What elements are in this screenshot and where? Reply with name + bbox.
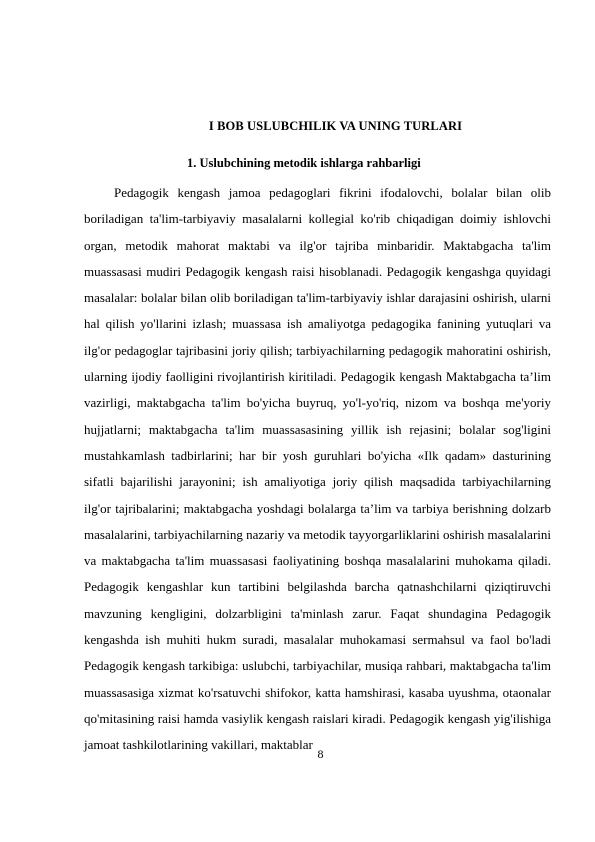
chapter-title: I BOB USLUBCHILIK VA UNING TURLARI: [208, 119, 463, 133]
page-number: 8: [317, 747, 324, 761]
body-paragraph: Pedagogik kengash jamoa pedagoglari fikrini ifodalovchi, bolalar bilan olib boriladigan ta'lim-tarbiyaviy masalalarni kollegial ko'rib chiqadigan doimiy ishlovchi organ, metodik mahorat maktabi va ilg'or tajriba minbaridir. Maktabgacha ta'lim muassasasi mudiri Pedagogik kengash raisi hisoblanadi. Pedagogik kengashga quyidagi masalalar: bolalar bilan olib boriladigan ta'lim-tarbiyaviy ishlar darajasini oshirish, ularni hal qilish yo'llarini izlash; muassasa ish amaliyotga pedagogika fanining yutuqlari va ilg'or pedagoglar tajribasini joriy qilish; tarbiyachilarning pedagogik mahoratini oshirish, ularning ijodiy faolligini rivojlantirish kiritiladi. Pedagogik kengash Maktabgacha ta’lim vazirligi, maktabgacha ta'lim bo'yicha buyruq, yo'l-yo'riq, nizom va boshqa me'yoriy hujjatlarni; maktabgacha ta'lim muassasasining yillik ish rejasini; bolalar sog'ligini mustahkamlash tadbirlarini; har bir yosh guruhlari bo'yicha «Ilk qadam» dasturining sifatli bajarilishi jarayonini; ish amaliyotiga joriy qilish maqsadida tarbiyachilarning ilg'or tajribalarini; maktabgacha yoshdagi bolalarga ta’lim va tarbiya berishning dolzarb masalalarini, tarbiyachilarning nazariy va metodik tayyorgarliklarini oshirish masalalarini va maktabgacha ta'lim muassasasi faoliyatining boshqa masalalarini muhokama qiladi. Pedagogik kengashlar kun tartibini belgilashda barcha qatnashchilarni qiziqtiruvchi mavzuning kengligini, dolzarbligini ta'minlash zarur. Faqat shundagina Pedagogik kengashda ish muhiti hukm suradi, masalalar muhokamasi sermahsul va faol bo'ladi Pedagogik kengash tarkibiga: uslubchi, tarbiyachilar, musiqa rahbari, maktabgacha ta'lim muassasasiga xizmat ko'rsatuvchi shifokor, katta hamshirasi, kasaba uyushma, otaonalar qo'mitasining raisi hamda vasiylik kengash raislari kiradi. Pedagogik kengash yig'ilishiga jamoat tashkilotlarining vakillari, maktablar: [84, 185, 551, 753]
section-title: 1. Uslubchining metodik ishlarga rahbarligi: [187, 156, 421, 170]
